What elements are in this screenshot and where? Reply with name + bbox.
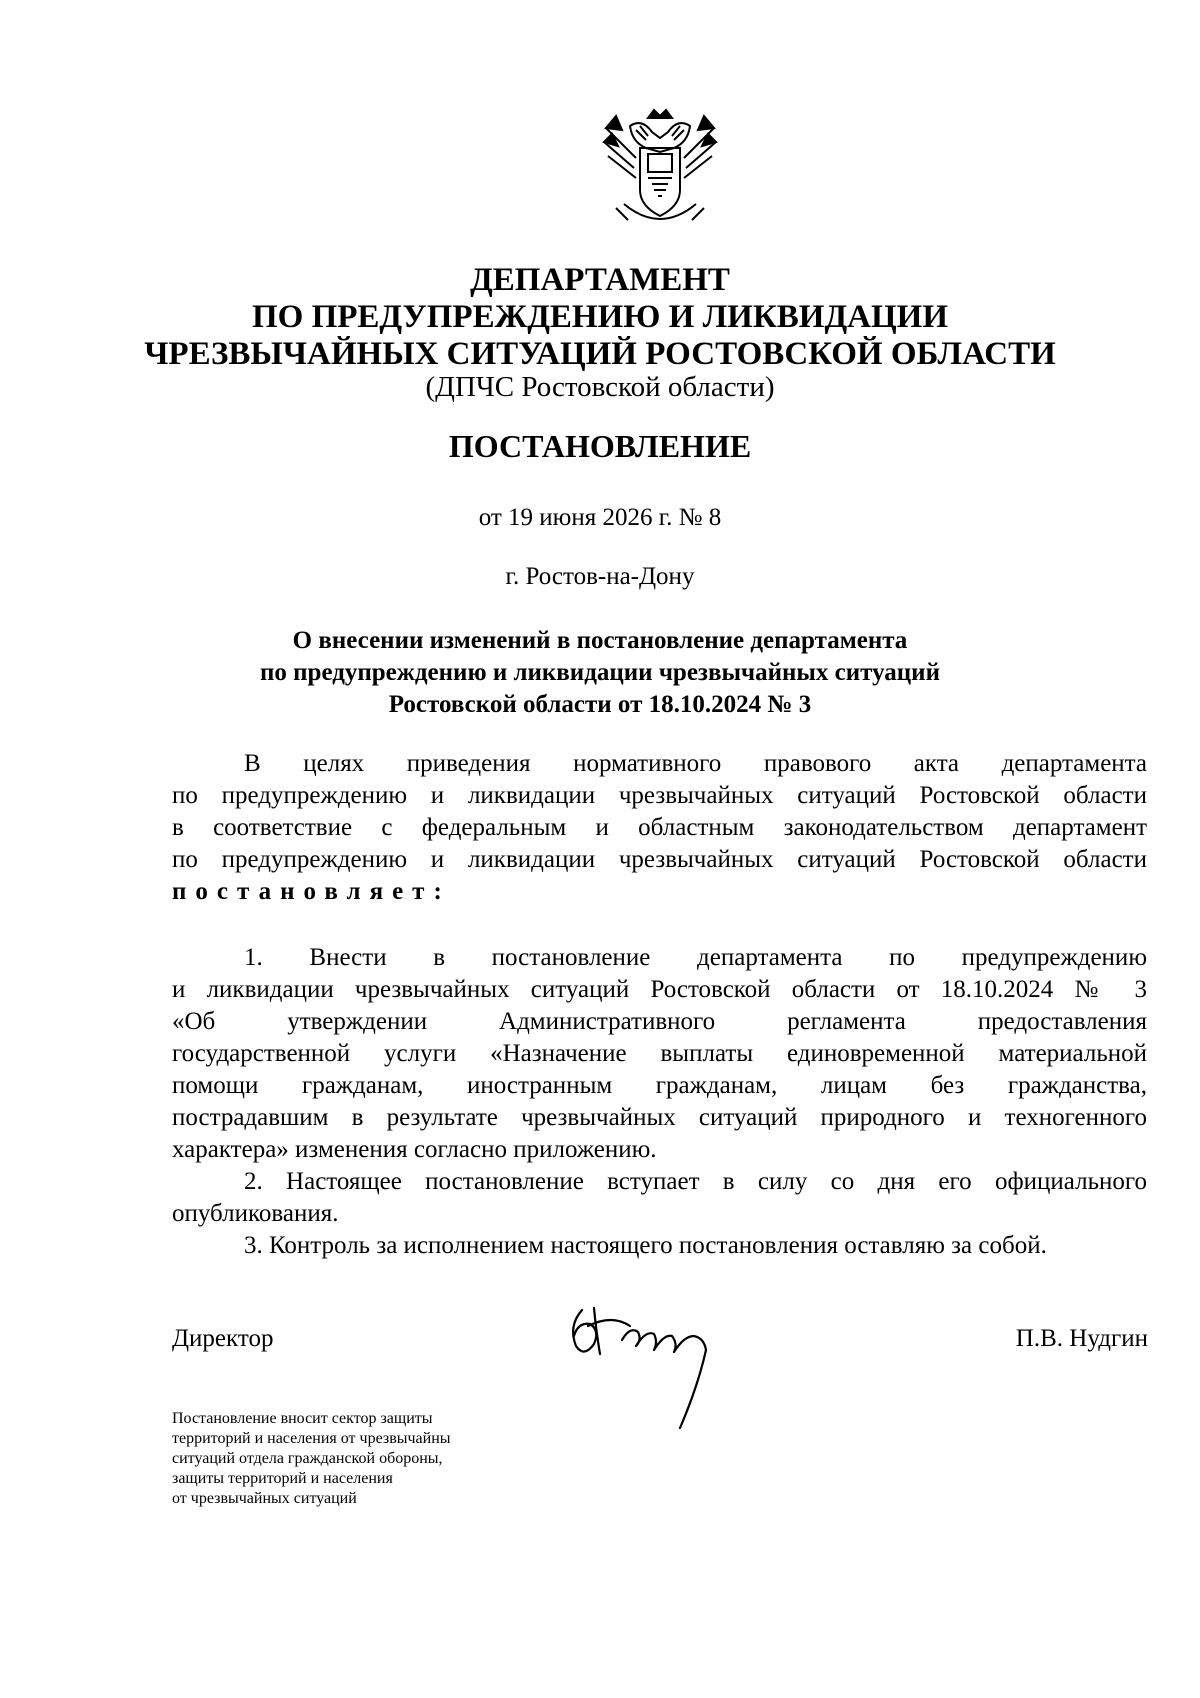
preamble-line: по предупреждению и ликвидации чрезвычайных ситуаций Ростовской области xyxy=(172,782,1147,809)
handwritten-signature xyxy=(560,1296,740,1436)
subject-line: по предупреждению и ликвидации чрезвычайных ситуаций xyxy=(260,659,940,686)
preamble-line: В целях приведения нормативного правового акта департамента xyxy=(244,750,1147,777)
item-1-line: характера» изменения согласно приложению. xyxy=(172,1136,657,1163)
signatory-name: П.В. Нудгин xyxy=(1015,1325,1148,1352)
document-date-number: от 19 июня 2026 г. № 8 xyxy=(478,504,722,531)
preamble-line: в соответствие с федеральным и областным законодательством департамент xyxy=(172,814,1147,841)
document-type: ПОСТАНОВЛЕНИЕ xyxy=(448,428,752,464)
department-name-line: ЧРЕЗВЫЧАЙНЫХ СИТУАЦИЙ РОСТОВСКОЙ ОБЛАСТИ xyxy=(144,336,1056,372)
item-1-line: помощи гражданам, иностранным гражданам, лицам без гражданства, xyxy=(172,1072,1147,1099)
department-name-line: ПО ПРЕДУПРЕЖДЕНИЮ И ЛИКВИДАЦИИ xyxy=(252,299,948,335)
preamble-line: по предупреждению и ликвидации чрезвычайных ситуаций Ростовской области xyxy=(172,846,1147,873)
document-subject xyxy=(0,625,1200,721)
executor-note-line: ситуаций отдела гражданской обороны, xyxy=(172,1450,443,1467)
item-1-line: 1. Внести в постановление департамента по предупреждению xyxy=(244,944,1147,971)
item-2-line: 2. Настоящее постановление вступает в силу со дня его официального xyxy=(244,1168,1147,1195)
resolution-items xyxy=(172,942,1147,1262)
coat-of-arms-icon xyxy=(596,108,724,234)
executor-note-line: Постановление вносит сектор защиты xyxy=(172,1410,433,1427)
department-name xyxy=(0,262,1200,373)
signatory-title: Директор xyxy=(172,1325,274,1352)
item-1-line: государственной услуги «Назначение выплаты единовременной материальной xyxy=(172,1040,1147,1067)
document-city: г. Ростов-на-Дону xyxy=(505,563,695,590)
item-1-line: «Об утверждении Административного регламента предоставления xyxy=(172,1008,1147,1035)
executor-note-line: защиты территорий и населения xyxy=(172,1470,393,1487)
executor-note-line: от чрезвычайных ситуаций xyxy=(172,1490,357,1507)
department-abbreviation: (ДПЧС Ростовской области) xyxy=(425,371,775,403)
item-1-line: пострадавшим в результате чрезвычайных ситуаций природного и техногенного xyxy=(172,1104,1147,1131)
preamble-paragraph xyxy=(172,748,1147,908)
item-2-line: опубликования. xyxy=(172,1200,339,1227)
executor-note-line: территорий и населения от чрезвычайны xyxy=(172,1430,451,1447)
executor-note xyxy=(172,1409,451,1509)
item-3-line: 3. Контроль за исполнением настоящего постановления оставляю за собой. xyxy=(244,1232,1047,1259)
department-name-line: ДЕПАРТАМЕНТ xyxy=(470,262,730,298)
subject-line: Ростовской области от 18.10.2024 № 3 xyxy=(388,691,812,718)
resolves-word: постановляет: xyxy=(172,878,451,905)
subject-line: О внесении изменений в постановление департамента xyxy=(292,627,908,654)
item-1-line: и ликвидации чрезвычайных ситуаций Ростовской области от 18.10.2024 № 3 xyxy=(172,976,1147,1003)
